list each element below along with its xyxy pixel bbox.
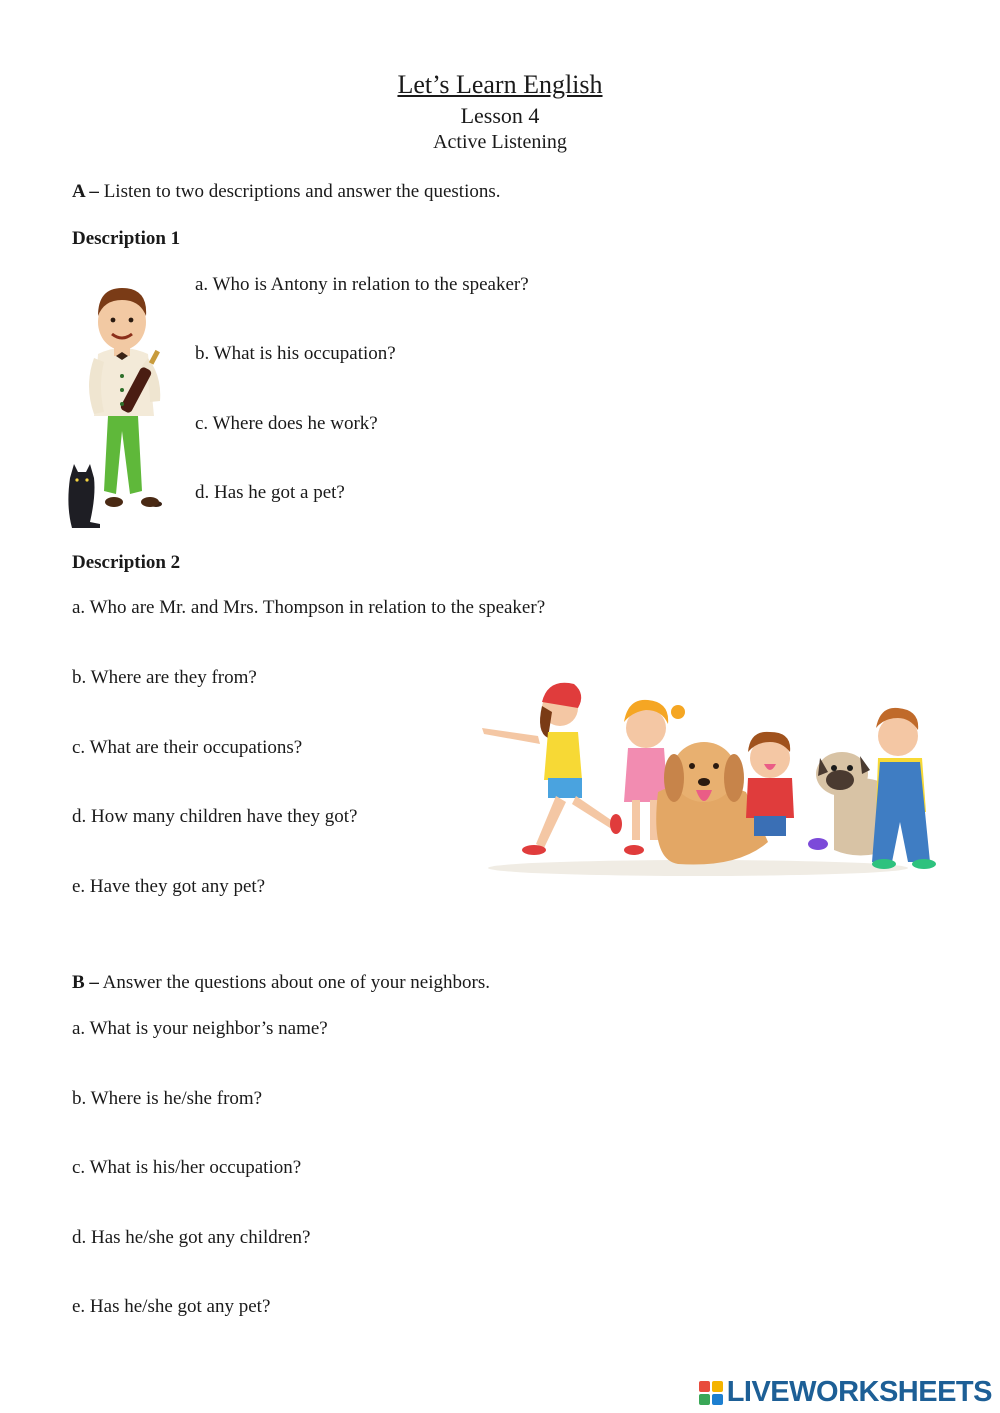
description-2-question: a. Who are Mr. and Mrs. Thompson in relation to the speaker? xyxy=(72,597,546,618)
lesson-topic: Active Listening xyxy=(433,131,567,153)
section-b-instruction xyxy=(72,972,490,994)
description-2-question: e. Have they got any pet? xyxy=(72,876,266,897)
section-b-question: a. What is your neighbor’s name? xyxy=(72,1018,328,1039)
logo-square xyxy=(712,1394,723,1405)
logo-text: LIVEWORKSHEETS xyxy=(726,1376,992,1408)
section-b-letter: B – xyxy=(72,972,99,993)
section-b-question: c. What is his/her occupation? xyxy=(72,1157,302,1178)
section-b-text: Answer the questions about one of your neighbors. xyxy=(102,972,490,993)
description-1-question: d. Has he got a pet? xyxy=(195,482,345,503)
description-2-question: c. What are their occupations? xyxy=(72,737,303,758)
section-b-question: e. Has he/she got any pet? xyxy=(72,1296,271,1317)
section-a-text: Listen to two descriptions and answer the questions. xyxy=(103,181,501,202)
section-b-question: d. Has he/she got any children? xyxy=(72,1227,311,1248)
children-and-dogs-illustration xyxy=(478,672,944,878)
logo-square xyxy=(712,1381,723,1392)
section-a-letter: A – xyxy=(72,181,99,202)
description-1-question: b. What is his occupation? xyxy=(195,343,396,364)
waiter-illustration xyxy=(64,266,180,532)
description-1-question: c. Where does he work? xyxy=(195,413,378,434)
section-a-instruction xyxy=(72,181,501,203)
liveworksheets-logo[interactable] xyxy=(699,1376,992,1409)
logo-grid-icon xyxy=(699,1381,723,1405)
logo-square xyxy=(699,1394,710,1405)
page-title: Let’s Learn English xyxy=(397,70,603,99)
lesson-number: Lesson 4 xyxy=(460,103,540,128)
description-2-question: b. Where are they from? xyxy=(72,667,257,688)
description-2-heading: Description 2 xyxy=(72,552,181,573)
logo-square xyxy=(699,1381,710,1392)
description-2-question: d. How many children have they got? xyxy=(72,806,358,827)
section-b-question: b. Where is he/she from? xyxy=(72,1088,263,1109)
description-1-question: a. Who is Antony in relation to the speaker? xyxy=(195,274,529,295)
description-1-heading: Description 1 xyxy=(72,228,181,249)
